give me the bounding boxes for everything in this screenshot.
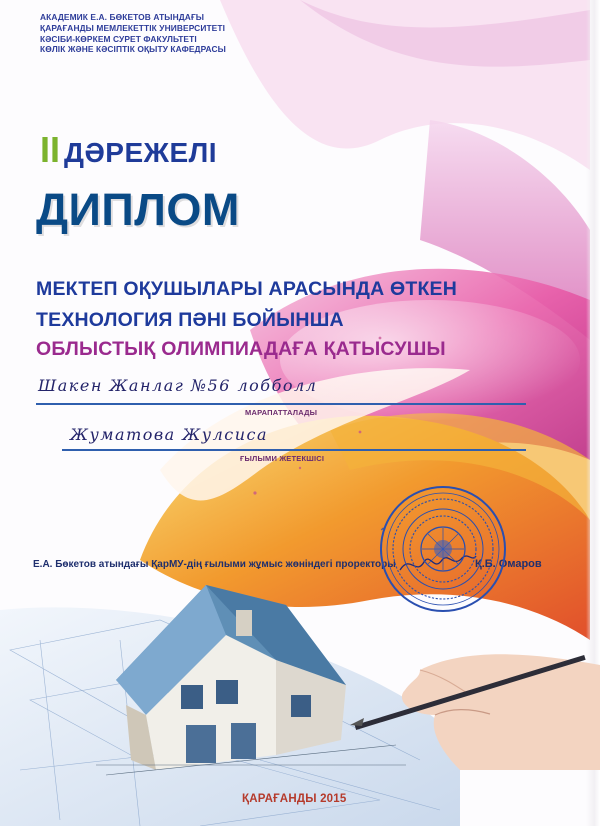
issuer-line-4: КӨЛІК ЖӘНЕ КӘСІПТІК ОҚЫТУ КАФЕДРАСЫ	[40, 44, 226, 55]
prorector-title: Е.А. Бөкетов атындағы ҚарМУ-дің ғылыми жұмыс жөніндегі проректоры	[33, 559, 396, 570]
hand-with-pen-illustration	[350, 630, 600, 770]
awardee-caption: МАРАПАТТАЛАДЫ	[245, 408, 318, 417]
issuer-line-1: АКАДЕМИК Е.А. БӨКЕТОВ АТЫНДАҒЫ	[40, 12, 205, 22]
supervisor-handwritten: Жуматова Жулсиса	[70, 425, 269, 444]
supervisor-underline	[62, 449, 526, 451]
city-year: ҚАРАҒАНДЫ 2015	[242, 793, 347, 805]
degree-word: ДӘРЕЖЕЛІ	[64, 137, 218, 168]
awardee-handwritten: Шакен Жанлаг №56 лобболл	[38, 376, 318, 395]
diploma-title: ДИПЛОМ	[36, 184, 240, 235]
degree-roman: II	[40, 129, 61, 170]
issuer-line-2: ҚАРАҒАНДЫ МЕМЛЕКЕТТІК УНИВЕРСИТЕТІ	[40, 22, 225, 33]
subtitle-line-3: ОБЛЫСТЫҚ ОЛИМПИАДАҒА ҚАТЫСУШЫ	[36, 338, 446, 360]
subtitle-line-2: ТЕХНОЛОГИЯ ПӘНІ БОЙЫНША	[36, 309, 344, 331]
issuer-line-3: КӘСІБИ-КӨРКЕМ СУРЕТ ФАКУЛЬТЕТІ	[40, 33, 197, 44]
subtitle-line-1: МЕКТЕП ОҚУШЫЛАРЫ АРАСЫНДА ӨТКЕН	[36, 278, 458, 300]
issuer-header	[40, 12, 300, 55]
awardee-underline	[36, 403, 526, 405]
degree-heading	[40, 129, 217, 171]
supervisor-caption: ҒЫЛЫМИ ЖЕТЕКШІСІ	[240, 454, 325, 463]
prorector-name: Қ.Б. Омаров	[475, 558, 542, 570]
